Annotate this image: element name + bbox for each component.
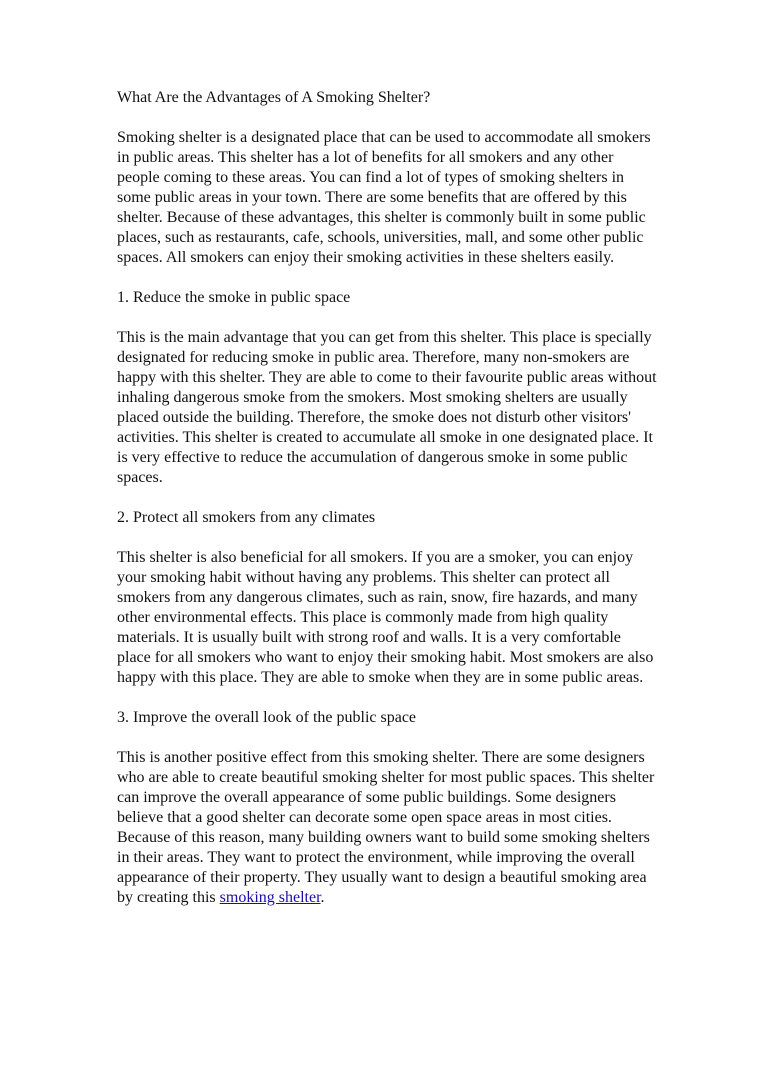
document-page: [117, 88, 657, 928]
section-2-heading: 2. Protect all smokers from any climates: [117, 509, 376, 526]
section-3-body-end: .: [320, 889, 325, 906]
document-title: What Are the Advantages of A Smoking Shelter?: [117, 89, 431, 106]
section-2-body: This shelter is also beneficial for all smokers. If you are a smoker, you can enjoy your smoking habit without having any problems. This shelter can protect all smokers from any dangerous climates, such as rain, snow, fire hazards, and many other environmental effects. This place is commonly made from high quality materials. It is usually built with strong roof and walls. It is a very comfortable place for all smokers who want to enjoy their smoking habit. Most smokers are also happy with this place. They are able to smoke when they are in some public areas.: [117, 549, 654, 686]
section-1-body: This is the main advantage that you can get from this shelter. This place is specially designated for reducing smoke in public area. Therefore, many non-smokers are happy with this shelter. They are able to come to their favourite public areas without inhaling dangerous smoke from the smokers. Most smoking shelters are usually placed outside the building. Therefore, the smoke does not disturb other visitors' activities. This shelter is created to accumulate all smoke in one designated place. It is very effective to reduce the accumulation of dangerous smoke in some public spaces.: [117, 329, 657, 486]
intro-paragraph: Smoking shelter is a designated place that can be used to accommodate all smokers in public areas. This shelter has a lot of benefits for all smokers and any other people coming to these areas. You can find a lot of types of smoking shelters in some public areas in your town. There are some benefits that are offered by this shelter. Because of these advantages, this shelter is commonly built in some public places, such as restaurants, cafe, schools, universities, mall, and some other public spaces. All smokers can enjoy their smoking activities in these shelters easily.: [117, 129, 651, 266]
section-3-body-text: This is another positive effect from this smoking shelter. There are some designers who are able to create beautiful smoking shelter for most public spaces. This shelter can improve the overall appearance of some public buildings. Some designers believe that a good shelter can decorate some open space areas in most cities. Because of this reason, many building owners want to build some smoking shelters in their areas. They want to protect the environment, while improving the overall appearance of their property. They usually want to design a beautiful smoking area by creating this: [117, 749, 655, 906]
section-1-heading: 1. Reduce the smoke in public space: [117, 289, 351, 306]
section-3-body: [117, 748, 657, 908]
smoking-shelter-link[interactable]: smoking shelter: [219, 889, 321, 906]
section-3-heading: 3. Improve the overall look of the public space: [117, 709, 417, 726]
